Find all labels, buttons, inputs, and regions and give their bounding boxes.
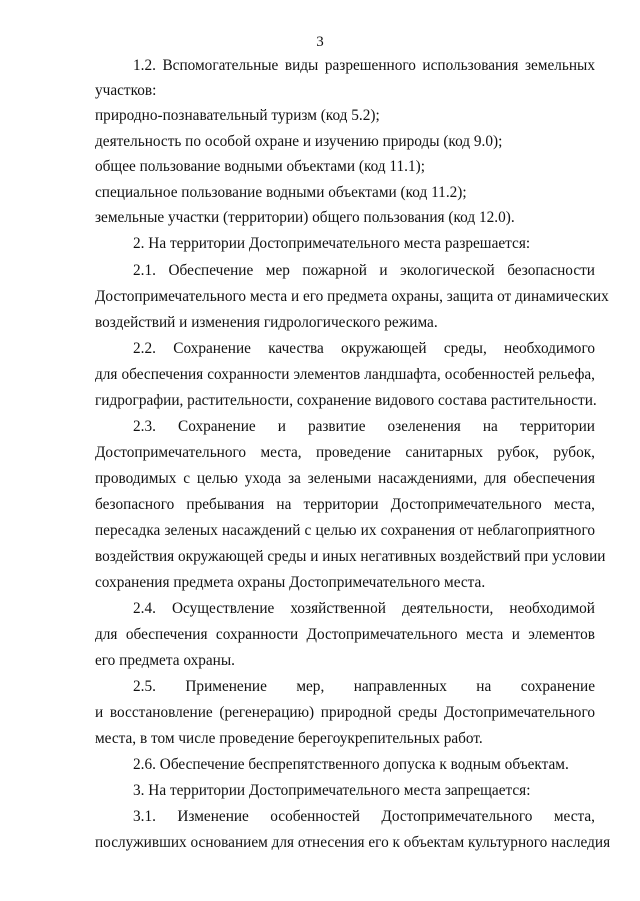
text-line: специальное пользование водными объектами (код 11.2); bbox=[95, 184, 467, 201]
page-number: 3 bbox=[316, 34, 324, 50]
text-line: сохранения предмета охраны Достопримечательного места. bbox=[95, 574, 486, 591]
text-line: 2. На территории Достопримечательного места разрешается: bbox=[133, 235, 531, 252]
text-line: 3. На территории Достопримечательного места запрещается: bbox=[133, 782, 531, 799]
text-line: воздействий и изменения гидрологического режима. bbox=[95, 314, 438, 331]
text-line: и восстановление (регенерацию) природной среды Достопримечательного bbox=[95, 704, 595, 721]
text-line: 2.5. Применение мер, направленных на сохранение bbox=[133, 678, 595, 695]
text-line: 2.3. Сохранение и развитие озеленения на территории bbox=[133, 418, 595, 435]
text-line: природно-познавательный туризм (код 5.2); bbox=[95, 107, 380, 124]
text-line: участков: bbox=[95, 82, 157, 99]
text-line: пересадка зеленых насаждений с целью их сохранения от неблагоприятного bbox=[95, 522, 595, 539]
text-line: его предмета охраны. bbox=[95, 652, 235, 669]
text-line: для обеспечения сохранности Достопримечательного места и элементов bbox=[95, 626, 595, 643]
text-line: общее пользование водными объектами (код 11.1); bbox=[95, 158, 425, 175]
text-line: гидрографии, растительности, сохранение видового состава растительности. bbox=[95, 392, 597, 409]
text-line: Достопримечательного места, проведение санитарных рубок, рубок, bbox=[95, 444, 595, 461]
text-line: 1.2. Вспомогательные виды разрешенного использования земельных bbox=[133, 57, 595, 74]
text-line: воздействия окружающей среды и иных негативных воздействий при условии bbox=[95, 548, 606, 565]
text-line: послуживших основанием для отнесения его к объектам культурного наследия bbox=[95, 834, 611, 851]
text-line: Достопримечательного места и его предмета охраны, защита от динамических bbox=[95, 288, 609, 305]
text-line: для обеспечения сохранности элементов ландшафта, особенностей рельефа, bbox=[95, 366, 595, 383]
text-line: безопасного пребывания на территории Достопримечательного места, bbox=[95, 496, 595, 513]
text-line: 3.1. Изменение особенностей Достопримечательного места, bbox=[133, 808, 595, 825]
text-line: 2.6. Обеспечение беспрепятственного допуска к водным объектам. bbox=[133, 756, 569, 773]
text-line: 2.1. Обеспечение мер пожарной и экологической безопасности bbox=[133, 262, 595, 279]
text-line: 2.2. Сохранение качества окружающей среды, необходимого bbox=[133, 340, 595, 357]
text-line: земельные участки (территории) общего пользования (код 12.0). bbox=[95, 209, 515, 226]
text-line: места, в том числе проведение берегоукрепительных работ. bbox=[95, 730, 483, 747]
text-line: 2.4. Осуществление хозяйственной деятельности, необходимой bbox=[133, 600, 595, 617]
text-line: деятельность по особой охране и изучению природы (код 9.0); bbox=[95, 133, 503, 150]
text-line: проводимых с целью ухода за зелеными насаждениями, для обеспечения bbox=[95, 470, 595, 487]
